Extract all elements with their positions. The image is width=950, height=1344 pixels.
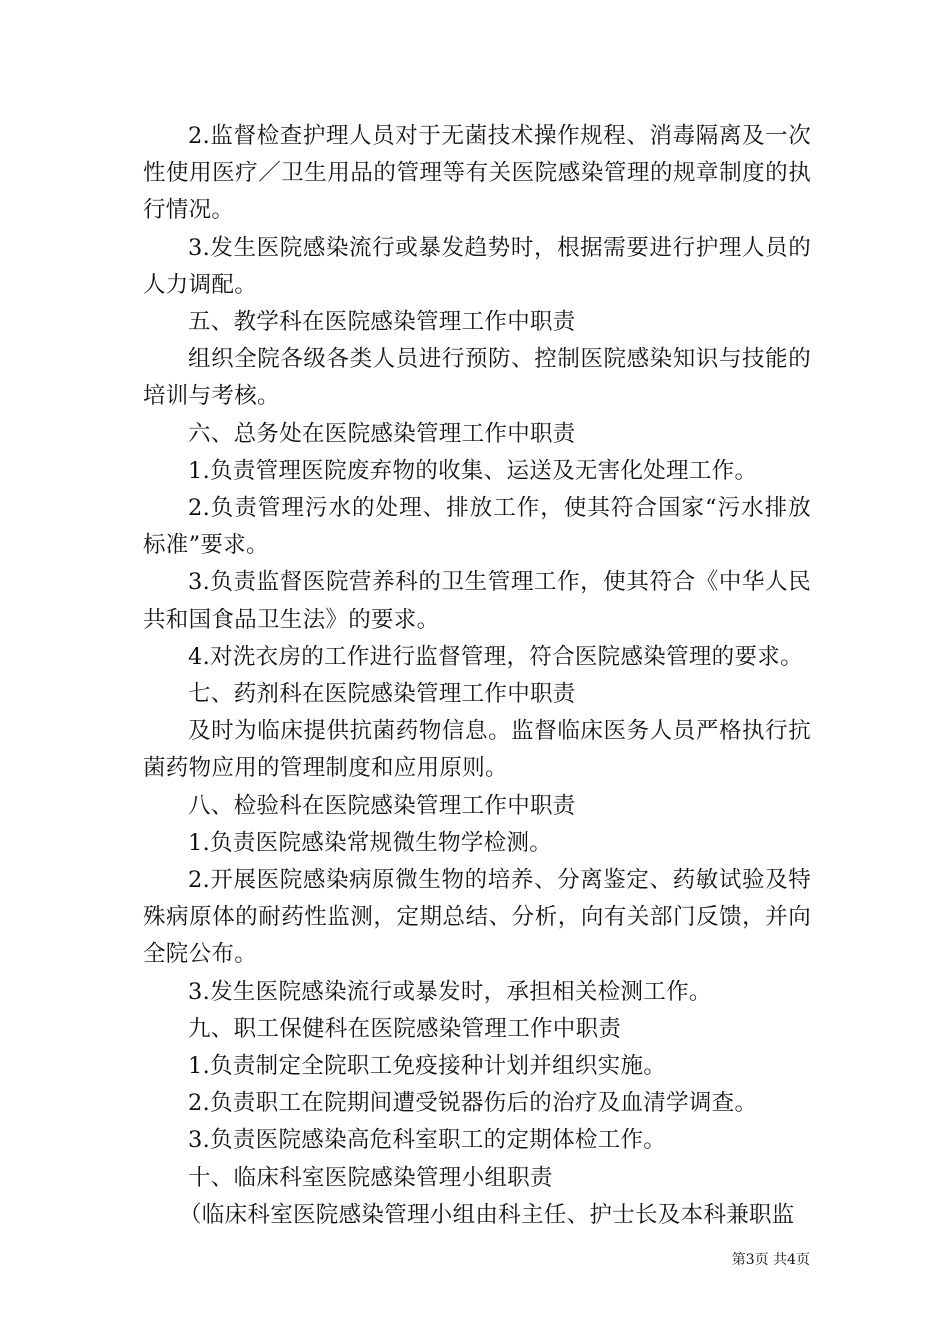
- paragraph-general-affairs-4: 4.对洗衣房的工作进行监督管理，符合医院感染管理的要求。: [188, 643, 803, 670]
- paragraph-laboratory-3: 3.发生医院感染流行或暴发时，承担相关检测工作。: [188, 978, 712, 1005]
- section-heading-teaching: 五、教学科在医院感染管理工作中职责: [188, 309, 576, 336]
- paragraph-staff-health-2: 2.负责职工在院期间遭受锐器伤后的治疗及血清学调查。: [188, 1090, 758, 1117]
- paragraph-pharmacy: 及时为临床提供抗菌药物信息。监督临床医务人员严格执行抗菌药物应用的管理制度和应用原则。: [143, 718, 811, 782]
- paragraph-clinical-team: （临床科室医院感染管理小组由科主任、护士长及本科兼职监: [179, 1201, 795, 1228]
- section-heading-clinical-team: 十、临床科室医院感染管理小组职责: [188, 1164, 553, 1191]
- page-number-footer: 第3页 共4页: [731, 1252, 810, 1268]
- paragraph-laboratory-1: 1.负责医院感染常规微生物学检测。: [188, 829, 553, 856]
- paragraph-general-affairs-1: 1.负责管理医院废弃物的收集、运送及无害化处理工作。: [188, 457, 758, 484]
- paragraph-laboratory-2: 2.开展医院感染病原微生物的培养、分离鉴定、药敏试验及特殊病原体的耐药性监测，定期总结、分析，向有关部门反馈，并向全院公布。: [143, 867, 811, 968]
- paragraph-nursing-3: 3.发生医院感染流行或暴发趋势时，根据需要进行护理人员的人力调配。: [143, 234, 811, 298]
- section-heading-staff-health: 九、职工保健科在医院感染管理工作中职责: [188, 1015, 622, 1042]
- paragraph-teaching: 组织全院各级各类人员进行预防、控制医院感染知识与技能的培训与考核。: [143, 346, 811, 410]
- paragraph-general-affairs-3: 3.负责监督医院营养科的卫生管理工作，使其符合《中华人民共和国食品卫生法》的要求。: [143, 569, 811, 633]
- section-heading-laboratory: 八、检验科在医院感染管理工作中职责: [188, 792, 576, 819]
- section-heading-pharmacy: 七、药剂科在医院感染管理工作中职责: [188, 681, 576, 708]
- paragraph-nursing-2: 2.监督检查护理人员对于无菌技术操作规程、消毒隔离及一次性使用医疗／卫生用品的管理等有关医院感染管理的规章制度的执行情况。: [143, 123, 811, 224]
- document-body: [143, 118, 811, 1234]
- paragraph-staff-health-1: 1.负责制定全院职工免疫接种计划并组织实施。: [188, 1053, 667, 1080]
- section-heading-general-affairs: 六、总务处在医院感染管理工作中职责: [188, 420, 576, 447]
- paragraph-general-affairs-2: 2.负责管理污水的处理、排放工作，使其符合国家“污水排放标准”要求。: [143, 495, 811, 559]
- paragraph-staff-health-3: 3.负责医院感染高危科室职工的定期体检工作。: [188, 1127, 667, 1154]
